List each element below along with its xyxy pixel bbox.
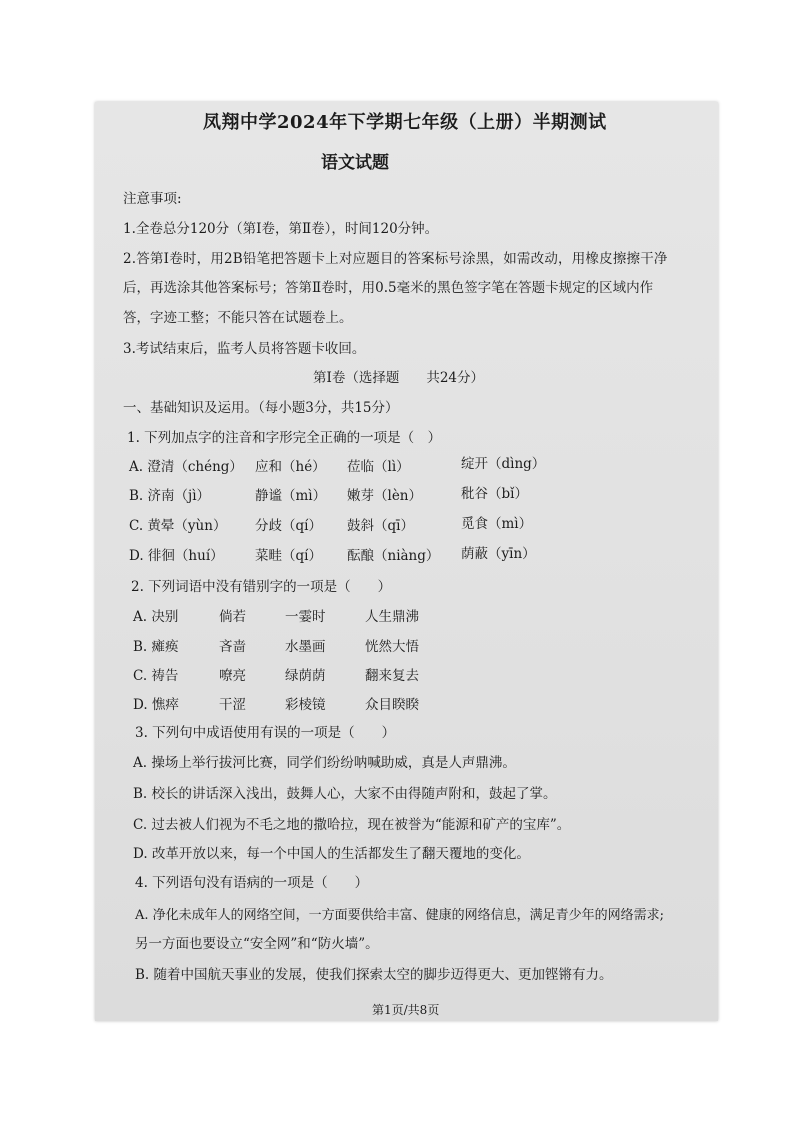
q2-c-col4: 翻来复去 [365, 668, 419, 684]
q2-b-col3: 水墨画 [285, 639, 326, 655]
q1-b-col1: B. 济南（jì） [129, 488, 211, 504]
q2-d-col1: D. 憔瘁 [133, 697, 179, 713]
notice-line-2: 2.答第Ⅰ卷时，用2B铅笔把答题卡上对应题目的答案标号涂黑，如需改动，用橡皮擦擦干净 [123, 251, 668, 267]
q3-option-a: A. 操场上举行拔河比赛，同学们纷纷呐喊助威，真是人声鼎沸。 [133, 755, 516, 771]
q2-d-col4: 众目睽睽 [365, 697, 419, 713]
q2-d-col2: 干涩 [219, 697, 246, 713]
q4-option-b: B. 随着中国航天事业的发展，使我们探索太空的脚步迈得更大、更加铿锵有力。 [135, 967, 613, 983]
q1-b-col2: 静谧（mì） [255, 488, 327, 504]
q3-option-b: B. 校长的讲话深入浅出，鼓舞人心，大家不由得随声附和，鼓起了掌。 [133, 786, 557, 802]
q1-d-col1: D. 徘徊（huí） [129, 548, 224, 564]
q1-a-col3: 莅临（lì） [347, 459, 410, 475]
notice-line-3: 后，再选涂其他答案标号；答第Ⅱ卷时，用0.5毫米的黑色签字笔在答题卡规定的区域内作 [123, 280, 654, 296]
notice-line-1: 1.全卷总分120分（第Ⅰ卷，第Ⅱ卷），时间120分钟。 [123, 221, 439, 237]
q4-option-a-line1: A. 净化未成年人的网络空间，一方面要供给丰富、健康的网络信息，满足青少年的网络需求; [135, 908, 665, 923]
section-basics: 一、基础知识及运用。（每小题3分，共15分） [123, 400, 399, 416]
q2-a-col4: 人生鼎沸 [365, 609, 419, 625]
q3-option-d: D. 改革开放以来，每一个中国人的生活都发生了翻天覆地的变化。 [133, 846, 530, 862]
q2-a-col1: A. 决别 [133, 609, 179, 625]
q1-c-col2: 分歧（qí） [255, 518, 322, 534]
q2-c-col3: 绿荫荫 [285, 668, 326, 684]
q3-stem: 3. 下列句中成语使用有误的一项是（ ） [135, 725, 396, 741]
exam-page [95, 102, 718, 1021]
q2-c-col1: C. 祷告 [133, 668, 179, 684]
q1-d-col3: 酝酿（niàng） [347, 548, 440, 564]
q2-c-col2: 嘹亮 [219, 668, 246, 684]
q1-b-col4: 秕谷（bǐ） [461, 486, 528, 502]
notice-line-4: 答，字迹工整；不能只答在试题卷上。 [123, 310, 353, 326]
q2-b-col2: 吝啬 [219, 639, 246, 655]
q2-b-col4: 恍然大悟 [365, 639, 419, 655]
q1-stem: 1. 下列加点字的注音和字形完全正确的一项是（ ） [127, 430, 442, 446]
q1-d-col4: 荫蔽（yīn） [461, 546, 536, 562]
exam-subtitle: 语文试题 [321, 153, 389, 173]
page-number: 第1页/共8页 [372, 1003, 440, 1017]
q4-option-a-line2: 另一方面也要设立“安全网”和“防火墙”。 [135, 936, 379, 952]
q2-d-col3: 彩棱镜 [285, 697, 326, 713]
q3-option-c: C. 过去被人们视为不毛之地的撒哈拉，现在被誉为“能源和矿产的宝库”。 [133, 817, 571, 833]
q4-stem: 4. 下列语句没有语病的一项是（ ） [135, 875, 369, 891]
q2-a-col3: 一霎时 [285, 609, 326, 625]
q2-a-col2: 倘若 [219, 609, 246, 625]
q2-stem: 2. 下列词语中没有错别字的一项是（ ） [131, 579, 392, 595]
q1-c-col1: C. 黄晕（yùn） [129, 518, 227, 534]
q1-a-col1: A. 澄清（chéng） [129, 459, 243, 475]
q1-a-col2: 应和（hé） [255, 459, 326, 475]
q1-d-col2: 菜畦（qí） [255, 548, 322, 564]
q1-c-col3: 鼓斜（qī） [347, 518, 414, 534]
notice-line-5: 3.考试结束后，监考人员将答题卡收回。 [123, 341, 366, 357]
q2-b-col1: B. 瘫痪 [133, 639, 179, 655]
notice-heading: 注意事项: [123, 191, 182, 207]
q1-c-col4: 觅食（mì） [461, 516, 533, 532]
q1-a-col4: 绽开（dìng） [461, 456, 546, 472]
q1-b-col3: 嫩芽（lèn） [347, 488, 423, 504]
exam-title: 凤翔中学2024年下学期七年级（上册）半期测试 [203, 112, 607, 133]
part1-title: 第Ⅰ卷（选择题 共24分） [313, 370, 485, 386]
